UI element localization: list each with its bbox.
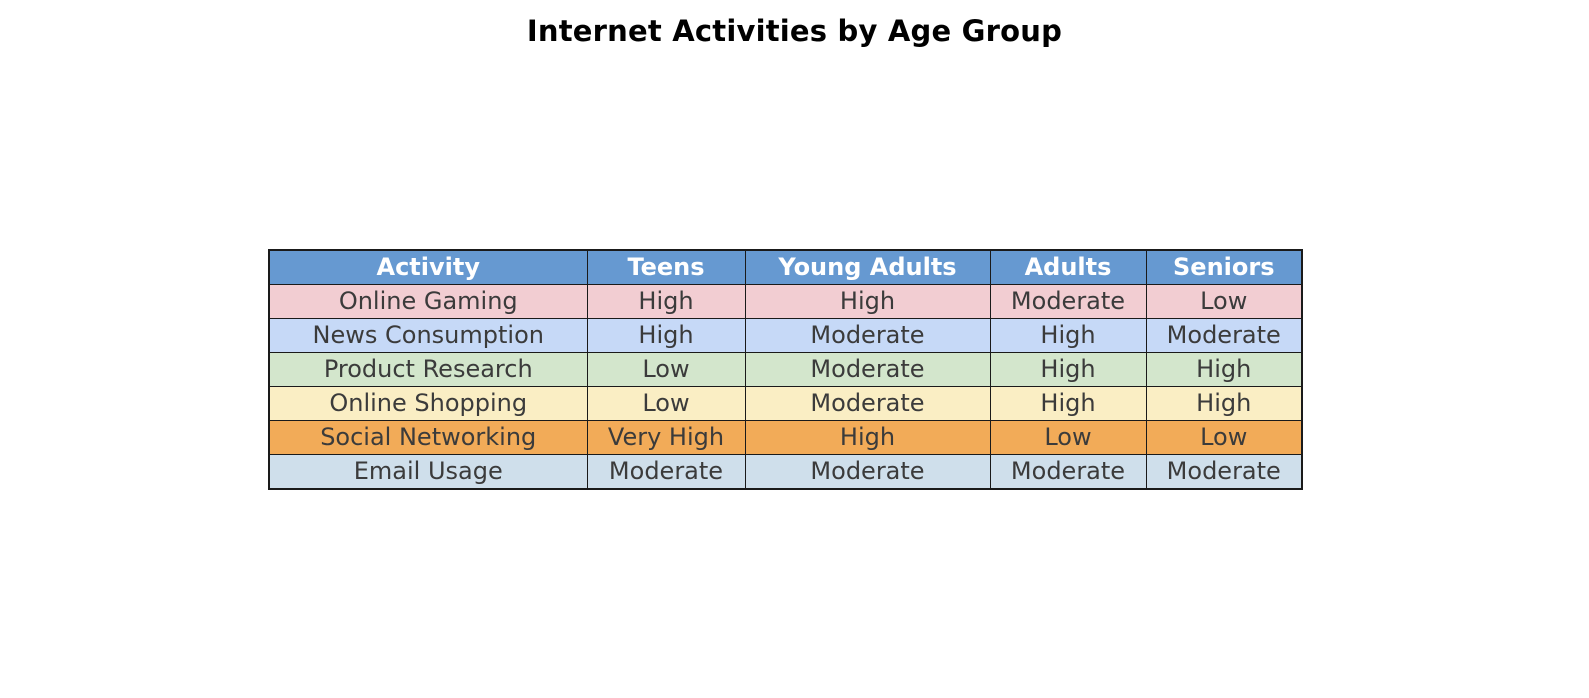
table-cell: High (745, 421, 990, 455)
table-cell: Moderate (745, 319, 990, 353)
table-cell: High (990, 353, 1146, 387)
table-cell: Low (587, 387, 745, 421)
column-header-seniors: Seniors (1146, 250, 1302, 285)
table-cell: High (745, 285, 990, 319)
page-title: Internet Activities by Age Group (526, 14, 1063, 48)
column-header-teens: Teens (587, 250, 745, 285)
table-cell: Low (1146, 421, 1302, 455)
column-header-activity: Activity (269, 250, 587, 285)
table-cell: Social Networking (269, 421, 587, 455)
table-cell: Email Usage (269, 455, 587, 490)
table-row (269, 319, 1302, 353)
table-cell: News Consumption (269, 319, 587, 353)
table-cell: Moderate (587, 455, 745, 490)
table-cell: Low (990, 421, 1146, 455)
table-cell: Moderate (990, 285, 1146, 319)
table-cell: Moderate (745, 353, 990, 387)
table-cell: Online Gaming (269, 285, 587, 319)
table-row (269, 285, 1302, 319)
table-cell: High (587, 319, 745, 353)
table-cell: High (587, 285, 745, 319)
table-row (269, 387, 1302, 421)
table-cell: High (1146, 353, 1302, 387)
data-table (268, 249, 1303, 490)
data-table-container (268, 249, 1303, 490)
table-header-row (269, 250, 1302, 285)
table-row (269, 353, 1302, 387)
table-cell: High (1146, 387, 1302, 421)
table-body (269, 285, 1302, 490)
table-row (269, 421, 1302, 455)
table-cell: Very High (587, 421, 745, 455)
table-cell: Moderate (745, 455, 990, 490)
table-cell: Moderate (1146, 455, 1302, 490)
table-cell: Low (587, 353, 745, 387)
table-cell: Moderate (745, 387, 990, 421)
table-row (269, 455, 1302, 490)
table-header (269, 250, 1302, 285)
table-cell: Moderate (990, 455, 1146, 490)
table-cell: Online Shopping (269, 387, 587, 421)
column-header-young-adults: Young Adults (745, 250, 990, 285)
table-cell: Low (1146, 285, 1302, 319)
table-cell: Moderate (1146, 319, 1302, 353)
table-cell: High (990, 387, 1146, 421)
table-cell: Product Research (269, 353, 587, 387)
table-cell: High (990, 319, 1146, 353)
column-header-adults: Adults (990, 250, 1146, 285)
